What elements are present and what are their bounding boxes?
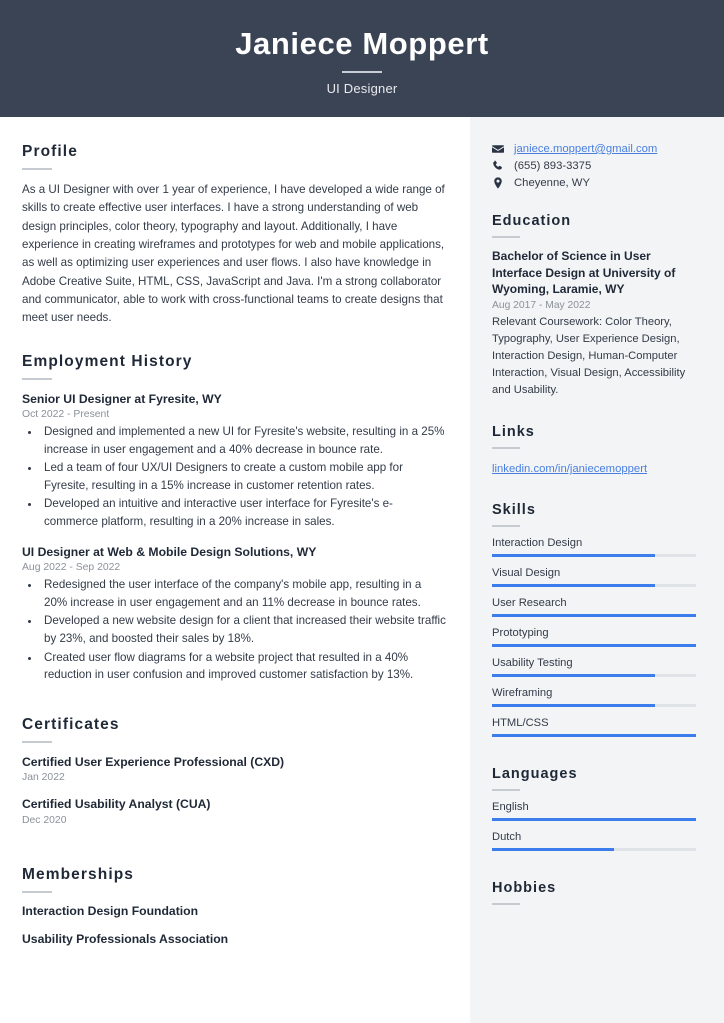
skill-label: Visual Design [492,567,561,580]
section-skills [492,502,696,737]
skill-row [492,717,696,737]
spacer [492,861,696,880]
education-heading: Education [492,213,572,229]
languages-heading: Languages [492,766,578,783]
employment-entry-bullets [41,576,446,684]
hobbies-heading: Hobbies [492,880,557,897]
language-level-bar [492,818,696,821]
section-links [492,424,696,477]
header-divider [342,71,382,73]
links-heading: Links [492,424,535,441]
languages-list [492,801,696,851]
skill-row [492,657,696,677]
skill-label: Wireframing [492,687,553,700]
links-heading-rule [492,447,520,449]
language-level-bar [492,848,696,851]
skills-list [492,537,696,737]
spacer [492,405,696,424]
employment-heading-rule [22,378,52,380]
section-hobbies [492,880,696,905]
skill-label: HTML/CSS [492,717,549,730]
certificates-heading: Certificates [22,715,120,733]
resume-header [0,0,724,117]
contact-details [492,143,696,189]
skill-level-fill [492,584,655,587]
resume-body [0,117,724,1023]
education-date: Aug 2017 - May 2022 [492,299,591,311]
languages-heading-rule [492,789,520,791]
skill-label: Interaction Design [492,537,583,550]
employment-entry-date: Aug 2022 - Sep 2022 [22,562,121,574]
profile-heading: Profile [22,143,78,160]
education-degree: Bachelor of Science in User Interface Design at University of Wyoming, Laramie, WY [492,249,676,297]
list-item: • Developed a new website design for a client that increased their website traffic by 23%, and boosted their sales by 18%. [41,612,446,647]
page-title: Janiece Moppert [235,26,489,62]
skill-row [492,567,696,587]
membership-item: Usability Professionals Association [22,931,229,946]
education-heading-rule [492,236,520,238]
skill-label: Prototyping [492,627,549,640]
section-profile [22,143,446,328]
link-row [492,459,696,477]
location-text: Cheyenne, WY [514,177,590,189]
list-item: • Led a team of four UX/UI Designers to create a custom mobile app for Fyresite, resulting in a 15% increase in customer retention rates. [41,459,446,494]
education-description: Relevant Coursework: Color Theory, Typography, User Experience Design, Interaction Design, Human-Computer Interaction, Visual Design, Accessibility and Usability. [492,315,686,397]
list-item: • Redesigned the user interface of the company's mobile app, resulting in a 20% increase in user engagement and an 11% decrease in bounce rates. [41,576,446,611]
spacer [22,334,446,353]
phone-icon [492,160,507,172]
skill-row [492,597,696,617]
language-label: Dutch [492,831,522,844]
memberships-heading-rule [22,891,52,893]
language-level-fill [492,818,696,821]
skill-level-bar [492,554,696,557]
skill-level-bar [492,674,696,677]
employment-entry [22,544,446,684]
section-languages [492,766,696,851]
phone-number: (655) 893-3375 [514,160,592,172]
contact-phone-row [492,160,696,172]
skills-heading-rule [492,525,520,527]
skill-level-fill [492,704,655,707]
list-item: • Created user flow diagrams for a website project that resulted in a 40% reduction in user confusion and improved customer satisfaction by 13%. [41,649,446,684]
memberships-heading: Memberships [22,865,135,883]
linkedin-link[interactable]: linkedin.com/in/janiecemoppert [492,463,648,476]
contact-email-row [492,143,696,155]
employment-entry-title: Senior UI Designer at Fyresite, WY [22,391,222,406]
skill-row [492,687,696,707]
employment-entry [22,391,446,531]
list-item: • Designed and implemented a new UI for Fyresite's website, resulting in a 25% increase in user engagement and a 40% decrease in bounce rate. [41,423,446,458]
certificate-title: Certified Usability Analyst (CUA) [22,797,211,812]
skill-level-bar [492,614,696,617]
contact-location-row [492,177,696,189]
employment-entry-date: Oct 2022 - Present [22,408,110,420]
certificate-entry [22,754,446,783]
section-education [492,213,696,399]
skill-level-fill [492,674,655,677]
skill-level-bar [492,584,696,587]
language-row [492,801,696,821]
envelope-icon [492,143,507,155]
profile-text: As a UI Designer with over 1 year of experience, I have developed a wide range of skills to create effective user interfaces. I have a strong understanding of web design principles, color theory, typography and layout. Additionally, I have experience in creating wireframes and prototypes for web and mobile applications, as well as optimizing user experiences and user flows. I also have knowledge in Adobe Creative Suite, HTML, CSS, JavaScript and Java. I'm a strong collaborator and communicator, able to work with cross-functional teams to create designs that meet user needs. [22,183,445,325]
certificate-date: Dec 2020 [22,814,67,826]
skill-label: User Research [492,597,567,610]
email-link[interactable]: janiece.moppert@gmail.com [514,143,658,155]
membership-item: Interaction Design Foundation [22,903,199,918]
language-row [492,831,696,851]
certificate-date: Jan 2022 [22,772,65,784]
sidebar-column [470,117,724,1023]
certificate-entry [22,796,446,825]
location-pin-icon [492,177,507,189]
job-role-subtitle: UI Designer [326,80,398,96]
skill-row [492,627,696,647]
section-memberships [22,866,446,946]
employment-entry-title: UI Designer at Web & Mobile Design Solutions, WY [22,544,317,559]
skill-row [492,537,696,557]
section-employment-history [22,353,446,684]
skill-level-fill [492,614,696,617]
skill-level-fill [492,734,696,737]
employment-entry-bullets [41,423,446,531]
spacer [22,839,446,866]
spacer [22,697,446,716]
certificate-title: Certified User Experience Professional (CXD) [22,754,285,769]
spacer [492,483,696,502]
list-item: • Developed an intuitive and interactive user interface for Fyresite's e-commerce platform, resulting in a 20% increase in sales. [41,495,446,530]
hobbies-heading-rule [492,903,520,905]
skill-label: Usability Testing [492,657,573,670]
skill-level-bar [492,734,696,737]
spacer [492,747,696,766]
skill-level-bar [492,704,696,707]
employment-heading: Employment History [22,352,193,370]
skill-level-fill [492,644,696,647]
profile-heading-rule [22,168,52,170]
main-column [0,117,470,1023]
skills-heading: Skills [492,502,536,519]
certificates-heading-rule [22,741,52,743]
skill-level-fill [492,554,655,557]
skill-level-bar [492,644,696,647]
section-certificates [22,716,446,826]
language-level-fill [492,848,614,851]
language-label: English [492,801,529,814]
